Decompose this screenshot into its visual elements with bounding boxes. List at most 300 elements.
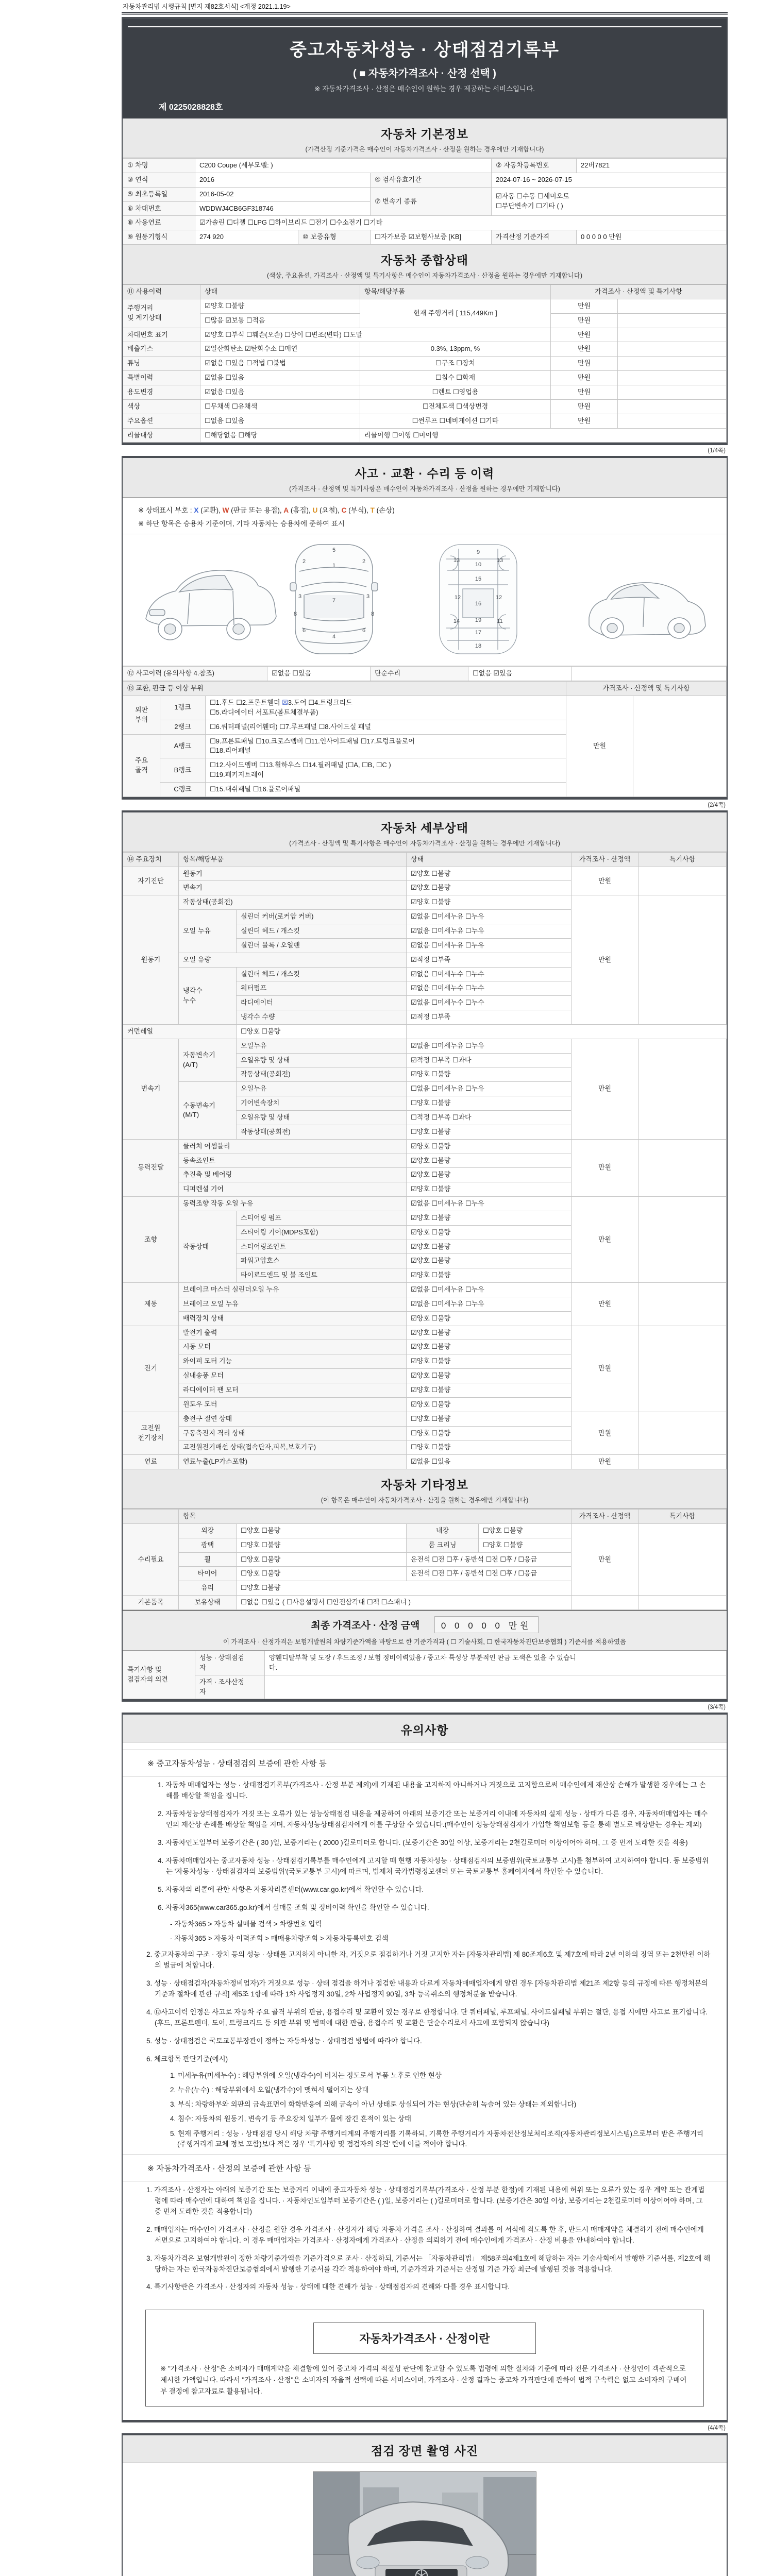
cell: 유리 (179, 1581, 237, 1596)
checkbox-cell[interactable]: ☐자가보증 ☑보험사보증 [KB] (371, 230, 492, 245)
checkbox-cell[interactable]: ☑없음 ☐미세누유 ☐누유 (407, 910, 572, 924)
cell: 추진축 및 베어링 (179, 1168, 407, 1182)
cell: A랭크 (160, 734, 206, 758)
cell: 구동축전지 격리 상태 (179, 1426, 407, 1440)
notice-item: 2. 중고자동차의 구조 · 장치 등의 성능 · 상태를 고지하지 아니한 자, 거짓으로 점검하거나 거짓 고지한 자는 [자동차관리법] 제 80조제6호 및 제7호에 따라 2년 이하의 징역 또는 2천만원 이하의 벌금에 처합니다. (146, 1951, 711, 1970)
cell: ⑫ 사고이력 (유의사항 4.참조) (123, 667, 267, 681)
photos-body (123, 2463, 727, 2576)
cell: 휠 (179, 1552, 237, 1567)
panel-number: 12 (495, 595, 502, 601)
notice-item: - 자동차365 > 자동차 실매물 검색 > 차량번호 입력 (170, 1920, 322, 1928)
checkbox-cell[interactable]: ☑양호 ☐불량 (407, 1225, 572, 1240)
cell: 보유상태 (179, 1596, 237, 1610)
cell: 클러치 어셈블리 (179, 1139, 407, 1154)
divider (128, 26, 721, 27)
cell: 타이로드엔드 및 볼 조인트 (237, 1268, 407, 1283)
panel-number: 6 (302, 628, 306, 634)
cell (638, 1523, 727, 1595)
price-survey-choice: ( ■ 자동차가격조사 · 산정 선택 ) (353, 68, 496, 79)
cell: ⑧ 사용연료 (123, 216, 195, 230)
page-marker-2: (2/4쪽) (708, 802, 726, 808)
table-row (123, 1197, 727, 1211)
checkbox-cell[interactable]: ☐양호 ☐불량 (237, 1552, 407, 1567)
cell: 룸 크리닝 (407, 1538, 479, 1552)
cell: 조향 (123, 1197, 179, 1283)
cell: 브레이크 오일 누유 (179, 1297, 407, 1311)
section-etc-header (123, 1469, 727, 1509)
state-code-letter: U (312, 506, 318, 515)
cell: 2랭크 (160, 720, 206, 734)
cell: 실린더 커버(로커암 커버) (237, 910, 407, 924)
checkbox-cell[interactable]: ☐없음 ☑있음 (468, 667, 572, 681)
cell (638, 895, 727, 1025)
section-photos-header (123, 2435, 727, 2463)
cell (123, 1510, 179, 1524)
checkbox-cell[interactable]: 리콜이행 ☐이행 ☐미이행 (360, 428, 727, 443)
definition-box-title: 자동차가격조사 · 산정이란 (313, 2323, 536, 2354)
inspector-opinion-table (123, 1651, 727, 1699)
cell: 작동상태 (179, 1211, 237, 1282)
table-row (123, 1523, 727, 1538)
cell: 오일누유 (237, 1039, 407, 1053)
table-row (123, 230, 727, 245)
table-row (123, 696, 727, 720)
cell: C200 Coupe (세부모델: ) (195, 159, 492, 173)
cell: 특기사항 및 점검자의 의견 (123, 1651, 195, 1699)
cell: 상태 (200, 285, 360, 299)
cell: ① 차명 (123, 159, 195, 173)
section-subtitle: (가격산정 기준가격은 매수인이 자동차가격조사 · 산정을 원하는 경우에만 기재합니다) (305, 146, 544, 153)
checkbox-cell[interactable]: ☑양호 ☐불량 (407, 1311, 572, 1326)
cell: 외장 (179, 1523, 237, 1538)
cell: 만원 (551, 371, 618, 385)
state-code-text: (흠집), (289, 506, 313, 515)
table-row (123, 667, 727, 681)
checkbox-cell[interactable]: ☐양호 ☐불량 (407, 1096, 572, 1111)
cell: 튜닝 (123, 357, 200, 371)
cell: 타이어 (179, 1567, 237, 1581)
notice-item: 6. 자동차365(www.car365.go.kr)에서 실매물 조회 및 정비이력 확인을 확인할 수 있습니다. (158, 1903, 429, 1911)
checkbox-cell[interactable]: ☐12.사이드멤버 ☐13.휠하우스 ☐14.필러패널 (☐A, ☐B, ☐C ) ☐19.패키지트레이 (206, 758, 566, 783)
checkbox-cell[interactable]: ☐해당없음 ☐해당 (200, 428, 360, 443)
cell: ⑤ 최초등록일 (123, 187, 195, 201)
cell: 파워고압호스 (237, 1254, 407, 1268)
checkbox-cell[interactable]: ☐양호 ☐불량 (237, 1581, 572, 1596)
checkbox-cell[interactable]: ☑양호 ☐불량 (407, 1240, 572, 1254)
page-2 (122, 456, 728, 799)
cell (618, 342, 727, 357)
checkbox-cell[interactable]: ☑없음 ☐있음 (200, 385, 360, 399)
checkbox-cell[interactable]: ☑양호 ☐불량 (407, 1154, 572, 1168)
cell: 원동기 (123, 895, 179, 1025)
cell: 특기사항 (638, 852, 727, 867)
cell: 0.3%, 13ppm, % (360, 342, 551, 357)
document-title: 중고자동차성능 · 상태점검기록부 (289, 40, 560, 60)
notice-item: 5. 성능 · 상태점검은 국토교통부장관이 정하는 자동차성능 · 상태점검 방법에 따라야 합니다. (146, 2037, 422, 2045)
cell: 기어변속장치 (237, 1096, 407, 1111)
cell (618, 385, 727, 399)
table-row (123, 159, 727, 173)
notice-item: 3. 자동차가격은 보험개발원이 정한 차량기준가액을 기준가격으로 조사 · 산정하되, 기준서는 「자동차관리법」 제58조의4제1호에 해당하는 자는 기술사회에서 발행한 기준서를, 제2호에 해당하는 자는 한국자동차진단보증협회에서 발행한 기준서를 각각 적용하여야 하며, 기준가격과 기준서는 산정일 기준 가장 최근에 발행된 것을 적용합니다. (146, 2254, 711, 2273)
cell: C랭크 (160, 782, 206, 796)
checkbox-cell[interactable]: ☑없음 ☐미세누유 ☐누유 (407, 924, 572, 939)
checkbox-cell[interactable]: ☑양호 ☐불량 (407, 1254, 572, 1268)
panel-number: 4 (332, 634, 336, 640)
cell: 항목/해당부품 (179, 852, 407, 867)
car-view-top-frame (440, 545, 517, 654)
cell: 만원 (572, 867, 638, 895)
checkbox-cell[interactable]: ☑양호 ☐불량 (407, 1168, 572, 1182)
cell: ⑭ 주요장치 (123, 852, 179, 867)
section-title: 자동차 기타정보 (381, 1478, 468, 1492)
cell: 가격 · 조사산정 자 (195, 1675, 265, 1699)
checkbox-cell[interactable]: ☑적정 ☐부족 (407, 953, 572, 967)
car-view-rear-right (589, 583, 705, 638)
cell: 상태 (407, 852, 572, 867)
cell: 현재 주행거리 [ 115,449Km ] (360, 299, 551, 328)
cell: 오일누유 (237, 1082, 407, 1096)
cell: 만원 (551, 313, 618, 328)
final-price-note[interactable]: 이 가격조사 · 산정가격은 보험개발원의 차량기준가액을 바탕으로 한 기준가격과 ( ☐ 기술사회, ☐ 한국자동차진단보증협회 ) 기준서를 적용하였음 (223, 1638, 627, 1646)
checkbox-cell[interactable]: ☑양호 ☐불량 (407, 1182, 572, 1197)
checkbox-cell[interactable]: ☑없음 ☐있음 (407, 1455, 572, 1469)
cell: 냉각수 수량 (237, 1010, 407, 1025)
price-survey-note: ※ 자동차가격조사 · 산정은 매수인이 원하는 경우 제공하는 서비스입니다. (314, 85, 535, 93)
panel-number: 6 (362, 628, 366, 634)
checkbox-cell[interactable]: ☐9.프론트패널 ☐10.크로스멤버 ☐11.인사이드패널 ☐17.트렁크플로어 ☐18.리어패널 (206, 734, 566, 758)
cell: 용도변경 (123, 385, 200, 399)
state-code-letter: X (194, 506, 199, 515)
section-detail-header (123, 812, 727, 852)
checkbox-cell[interactable]: 운전석 ☐전 ☐후 / 동반석 ☐전 ☐후 / ☐응급 (407, 1552, 572, 1567)
divider (122, 12, 728, 15)
page-3 (122, 810, 728, 1702)
checkbox-cell[interactable]: ☐양호 ☐불량 (407, 1412, 572, 1426)
checkbox-cell[interactable]: ☑없음 ☐있음 (200, 371, 360, 385)
cell: ② 자동차등록번호 (492, 159, 577, 173)
panel-number: 2 (362, 558, 366, 565)
checkbox-cell[interactable]: ☑없음 ☐있음 ☐적법 ☐불법 (200, 357, 360, 371)
cell: 연료누출(LP가스포함) (179, 1455, 407, 1469)
table-row (123, 173, 727, 187)
cell: 와이퍼 모터 기능 (179, 1354, 407, 1369)
cell: 작동상태(공회전) (179, 895, 407, 910)
cell: 만원 (551, 342, 618, 357)
notice-item: 4. 침수: 자동차의 원동기, 변속기 등 주요장치 일부가 물에 잠긴 흔적이 있는 상태 (170, 2115, 412, 2123)
checkbox-cell[interactable]: ☑양호 ☐불량 (407, 1369, 572, 1383)
table-row (123, 371, 727, 385)
checkbox-cell[interactable]: ☑없음 ☐미세누유 ☐누유 (407, 938, 572, 953)
cell: 수동변속기 (M/T) (179, 1082, 237, 1139)
cell (618, 328, 727, 342)
notice-item: 3. 자동차인도일부터 보증기간은 ( 30 )일, 보증거리는 ( 2000 )킬로미터로 합니다. (보증기간은 30일 이상, 보증거리는 2천킬로미터 이상이어야 하며, 그 중 먼저 도래한 것을 적용) (158, 1839, 688, 1847)
table-row (123, 1455, 727, 1469)
cell: 라디에이터 (237, 996, 407, 1010)
cell (638, 1197, 727, 1283)
price-survey-definition-box (145, 2310, 704, 2406)
checkbox-cell[interactable]: 운전석 ☐전 ☐후 / 동반석 ☐전 ☐후 / ☐응급 (407, 1567, 572, 1581)
car-diagram-svg (123, 537, 727, 661)
notice-item: 1. 미세누유(미세누수) : 해당부위에 오일(냉각수)이 비치는 정도로서 부품 노후로 인한 현상 (170, 2071, 442, 2079)
cell: 발전기 출력 (179, 1326, 407, 1340)
inspection-photo-front (313, 2471, 536, 2576)
checkbox-cell[interactable]: ☑양호 ☐불량 (407, 1139, 572, 1154)
checkbox-cell[interactable]: ☑양호 ☐불량 (407, 1211, 572, 1225)
cell: 외판 부위 (123, 696, 160, 735)
cell: 단순수리 (371, 667, 468, 681)
checkbox-cell[interactable]: ☑없음 ☐미세누수 ☐누수 (407, 996, 572, 1010)
checkbox-cell[interactable]: ☐양호 ☐불량 (237, 1567, 407, 1581)
document-header (123, 19, 727, 118)
cell: 오일 유량 (179, 953, 407, 967)
cell (638, 1412, 727, 1455)
cell: ⑩ 보증유형 (298, 230, 371, 245)
cell: 라디에이터 팬 모터 (179, 1383, 407, 1398)
document-number: 제 0225028828호 (159, 103, 223, 112)
panel-number: 5 (332, 547, 336, 554)
notice-heading: ※ 중고자동차성능 · 상태점검의 보증에 관한 사항 등 (123, 1750, 727, 1776)
checkbox-cell[interactable]: ☐양호 ☐불량 (479, 1523, 572, 1538)
cell: 배출가스 (123, 342, 200, 357)
checkbox-cell[interactable]: ☐양호 ☐불량 (237, 1523, 407, 1538)
checkbox-cell[interactable]: ☐무채색 ☐유채색 (200, 399, 360, 414)
cell: 항목 (179, 1510, 572, 1524)
table-row (123, 852, 727, 867)
cell: 만원 (572, 1523, 638, 1595)
checkbox-cell[interactable]: ☑양호 ☐불량 (407, 1354, 572, 1369)
section-title: 자동차 기본정보 (381, 127, 468, 141)
cell (638, 867, 727, 895)
cell: 만원 (551, 357, 618, 371)
panel-number: 10 (475, 562, 482, 568)
section-title: 자동차 종합상태 (381, 253, 468, 267)
checkbox-cell[interactable]: ☑양호 ☐불량 (407, 1326, 572, 1340)
checkbox-cell[interactable]: ☐양호 ☐불량 (237, 1538, 407, 1552)
table-row (123, 1510, 727, 1524)
table-row (123, 428, 727, 443)
cell: 워터펌프 (237, 981, 407, 996)
panel-number: 11 (497, 618, 503, 625)
cell: 작동상태(공회전) (237, 1067, 407, 1082)
cell: 만원 (572, 1283, 638, 1326)
table-row (123, 1139, 727, 1154)
panel-number: 2 (302, 558, 306, 565)
section-title: 점검 장면 촬영 사진 (371, 2444, 478, 2458)
accident-note-2: ※ 하단 항목은 승용차 기준이며, 기타 자동차는 승용차에 준하여 표시 (138, 520, 345, 528)
cell: 배력장치 상태 (179, 1311, 407, 1326)
checkbox-cell[interactable]: ☑없음 ☐미세누유 ☐누유 (407, 1039, 572, 1053)
cell: 커먼레일 (123, 1024, 237, 1039)
checkbox-cell[interactable]: ☑양호 ☐불량 (407, 1340, 572, 1354)
notice-heading: ※ 자동차가격조사 · 산정의 보증에 관한 사항 등 (123, 2155, 727, 2181)
page-4 (122, 1713, 728, 2422)
checkbox-cell[interactable]: ☐양호 ☐불량 (407, 1426, 572, 1440)
cell: 주요 골격 (123, 734, 160, 796)
section-notices-header (123, 1715, 727, 1742)
cell: B랭크 (160, 758, 206, 783)
cell: 변속기 (123, 1039, 179, 1139)
cell: 실린더 블록 / 오일팬 (237, 938, 407, 953)
checkbox-cell[interactable]: ☐15.대쉬패널 ☐16.플로어패널 (206, 782, 566, 796)
checkbox-cell[interactable]: ☐많음 ☑보통 ☐적음 (200, 313, 360, 328)
cell (638, 1596, 727, 1610)
panel-number: 8 (371, 611, 375, 618)
checkbox-cell[interactable]: ☐양호 ☐불량 (479, 1538, 572, 1552)
accident-history-row (123, 666, 727, 681)
checkbox-cell[interactable]: ☑없음 ☐미세누유 ☐누유 (407, 1197, 572, 1211)
checkbox-cell[interactable]: ☑일산화탄소 ☑탄화수소 ☐매연 (200, 342, 360, 357)
panel-number: 17 (475, 630, 482, 636)
checkbox-cell[interactable]: ☑양호 ☐불량 (407, 895, 572, 910)
checkbox-cell[interactable]: ☐없음 ☐미세누유 ☐누유 (407, 1082, 572, 1096)
notice-item: 4. ⑫사고이력 인정은 사고로 자동차 주요 골격 부위의 판금, 용접수리 및 교환이 있는 경우로 한정합니다. 단 쿼터패널, 루프패널, 사이드실패널 부위는 절단, 용접 시에만 사고로 표기합니다. (후드, 프론트펜더, 도어, 트렁크리드 등 외판 부위 및 범퍼에 대한 판금, 용접수리 및 교환은 단순수리로서 사고에 포함되지 않습니다) (146, 2008, 708, 2027)
panel-number: 16 (475, 601, 482, 607)
cell: 22버7821 (577, 159, 727, 173)
cell: 0 0 0 0 0 만원 (577, 230, 727, 245)
cell: 등속죠인트 (179, 1154, 407, 1168)
cell: 동력조향 작동 오일 누유 (179, 1197, 407, 1211)
table-row (123, 1596, 727, 1610)
cell: ⑨ 원동기형식 (123, 230, 195, 245)
checkbox-cell[interactable]: ☐렌트 ☐영업용 (360, 385, 551, 399)
notice-item: 5. 자동차의 리콜에 관한 사항은 자동차리콜센터(www.car.go.kr)에서 확인할 수 있습니다. (158, 1885, 424, 1893)
checkbox-cell[interactable]: ☑가솔린 ☐디젤 ☐LPG ☐하이브리드 ☐전기 ☐수소전기 ☐기타 (195, 216, 727, 230)
exchange-repair-table (123, 681, 727, 797)
checkbox-cell[interactable]: ☐1.후드 ☐2.프론트휀더 ☒3.도어 ☐4.트렁크리드 ☐5.라디에이터 서포트(볼트체결부품) (206, 696, 566, 720)
cell: 기본품목 (123, 1596, 179, 1610)
panel-number: 13 (496, 557, 503, 564)
cell: 가격조사 · 산정액 및 특기사항 (551, 285, 727, 299)
panel-number: 14 (453, 618, 460, 625)
table-row (123, 399, 727, 414)
checkbox-cell[interactable]: ☐구조 ☐장치 (360, 357, 551, 371)
checkbox-cell[interactable]: ☐양호 ☐불량 (407, 1125, 572, 1139)
checkbox-cell[interactable]: ☑없음 ☐미세누유 ☐누유 (407, 1283, 572, 1297)
table-row (123, 1412, 727, 1426)
cell: 가격조사 · 산정액 (572, 1510, 638, 1524)
table-row (123, 216, 727, 230)
cell: 만원 (572, 1139, 638, 1196)
cell: 고전원전기배선 상태(접속단자,피복,보호기구) (179, 1440, 407, 1455)
checkbox-cell[interactable]: ☑없음 ☐있음 (267, 667, 371, 681)
checkbox-cell[interactable]: ☑자동 ☐수동 ☐세미오토 ☐무단변속기 ☐기타 ( ) (492, 187, 727, 216)
cell: 2016 (195, 173, 371, 187)
checkbox-cell[interactable]: ☑양호 ☐불량 (407, 867, 572, 881)
cell: 변속기 (179, 881, 407, 895)
panel-number: 9 (476, 549, 480, 556)
cell (638, 1455, 727, 1469)
cell (618, 371, 727, 385)
cell: 스티어링조인트 (237, 1240, 407, 1254)
cell: 자동변속기 (A/T) (179, 1039, 237, 1082)
checkbox-cell[interactable]: ☐전체도색 ☐색상변경 (360, 399, 551, 414)
checkbox-cell[interactable]: ☑양호 ☐불량 (200, 299, 360, 313)
cell: 동력전달 (123, 1139, 179, 1196)
table-row (123, 299, 727, 313)
cell: 항목/해당부품 (360, 285, 551, 299)
checkbox-cell[interactable]: ☑없음 ☐미세누수 ☐누수 (407, 981, 572, 996)
cell: 만원 (572, 1039, 638, 1139)
state-code-letter: A (283, 506, 289, 515)
cell: 양휀디탈부착 및 도장 / 후드조정 / 보험 정비이력있음 / 중고차 특성상 부분적인 판금 도색은 있을 수 있습니 다. (265, 1651, 727, 1675)
cell: 작동상태(공회전) (237, 1125, 407, 1139)
panel-number: 15 (475, 576, 482, 583)
cell: 오일 누유 (179, 910, 237, 953)
detail-state-table (123, 852, 727, 1469)
cell: 브레이크 마스터 실린더오일 누유 (179, 1283, 407, 1297)
checkbox-cell[interactable]: ☐적정 ☐부족 ☐과다 (407, 1110, 572, 1125)
table-row (123, 285, 727, 299)
table-row (123, 867, 727, 881)
notice-item: 3. 부식: 차량하부와 외판의 금속표면이 화학반응에 의해 금속이 아닌 상태로 상실되어 가는 현상(단순히 녹슬어 있는 상태는 제외합니다) (170, 2100, 577, 2109)
section-subtitle: (이 항목은 매수인이 자동차가격조사 · 산정을 원하는 경우에만 기재합니다) (321, 1497, 529, 1504)
cell: ⑬ 교환, 판금 등 이상 부위 (123, 682, 566, 696)
table-row (123, 895, 727, 910)
cell: 성능 · 상태점검 자 (195, 1651, 265, 1675)
table-row (123, 1651, 727, 1675)
section-comprehensive-header (123, 245, 727, 284)
checkbox-cell[interactable]: ☑양호 ☐불량 (407, 881, 572, 895)
checkbox-cell[interactable]: ☐썬루프 ☐네비게이션 ☐기타 (360, 414, 551, 428)
checkbox-cell[interactable]: ☑적정 ☐부족 ☐과다 (407, 1053, 572, 1067)
comprehensive-state-table (123, 284, 727, 443)
cell: 수리필요 (123, 1523, 179, 1595)
notice-item: 2. 누유(누수) : 해당부위에서 오일(냉각수)이 맺혀서 떨어지는 상태 (170, 2086, 369, 2094)
checkbox-cell[interactable]: ☐양호 ☐불량 (237, 1024, 407, 1039)
checkbox-cell[interactable]: ☐양호 ☐불량 (407, 1440, 572, 1455)
section-title: 사고 · 교환 · 수리 등 이력 (355, 467, 495, 481)
checkbox-cell[interactable]: ☐6.쿼터패널(리어휀더) ☐7.루프패널 ☐8.사이드실 패널 (206, 720, 566, 734)
checkbox-cell[interactable]: ☐침수 ☐화재 (360, 371, 551, 385)
section-title: 자동차 세부상태 (381, 821, 468, 835)
checkbox-cell[interactable]: ☑양호 ☐불량 (407, 1268, 572, 1283)
notice-item: 5. 현재 주행거리 : 성능 · 상태점검 당시 해당 차량 주행거리계의 주행거리를 기록하되, 기록한 주행거리가 자동차전산정보처리조직(자동차관리정보시스템)으로부터 받은 주행거리(주행거리계 교체 정보 포함)보다 적은 경우 '특기사항 및 점검자의 의견' 란에 이를 적어야 합니다. (170, 2129, 703, 2148)
page-5 (122, 2433, 728, 2576)
panel-number: 3 (366, 594, 370, 600)
cell: 만원 (572, 1326, 638, 1412)
cell: 만원 (572, 1455, 638, 1469)
panel-number: 12 (454, 595, 461, 601)
checkbox-cell[interactable]: ☑양호 ☐부식 ☐훼손(오손) ☐상이 ☐변조(변타) ☐도말 (200, 328, 551, 342)
checkbox-cell[interactable]: ☑양호 ☐불량 (407, 1397, 572, 1412)
checkbox-cell[interactable]: ☑없음 ☐미세누유 ☐누유 (407, 1297, 572, 1311)
state-code-legend (138, 503, 727, 516)
cell: 주행거리 및 계기상태 (123, 299, 200, 328)
cell (572, 667, 727, 681)
checkbox-cell[interactable]: ☑양호 ☐불량 (407, 1067, 572, 1082)
section-subtitle: (가격조사 · 산정액 및 특기사항은 매수인이 자동차가격조사 · 산정을 원하는 경우에만 기재합니다) (289, 839, 560, 847)
state-code-text: (요철), (317, 506, 342, 515)
cell: 광택 (179, 1538, 237, 1552)
cell: 원동기 (179, 867, 407, 881)
checkbox-cell[interactable]: ☑양호 ☐불량 (407, 1383, 572, 1398)
cell: 오일유량 및 상태 (237, 1110, 407, 1125)
checkbox-cell[interactable]: ☑적정 ☐부족 (407, 1010, 572, 1025)
cell: 실린더 헤드 / 개스킷 (237, 924, 407, 939)
page-marker-1: (1/4쪽) (708, 448, 726, 454)
cell: 차대번호 표기 (123, 328, 200, 342)
panel-number: 7 (332, 598, 336, 604)
table-row (123, 1675, 727, 1699)
checkbox-cell[interactable]: ☐없음 ☐있음 (200, 414, 360, 428)
table-row (123, 1039, 727, 1053)
checkbox-cell[interactable]: ☑없음 ☐미세누수 ☐누수 (407, 967, 572, 981)
cell: 2024-07-16 ~ 2026-07-15 (492, 173, 727, 187)
cell (618, 414, 727, 428)
section-accident-header (123, 458, 727, 498)
cell: 만원 (572, 1412, 638, 1455)
checkbox-cell[interactable]: ☐없음 ☐있음 ( ☐사용설명서 ☐안전삼각대 ☐잭 ☐스패너 ) (237, 1596, 572, 1610)
